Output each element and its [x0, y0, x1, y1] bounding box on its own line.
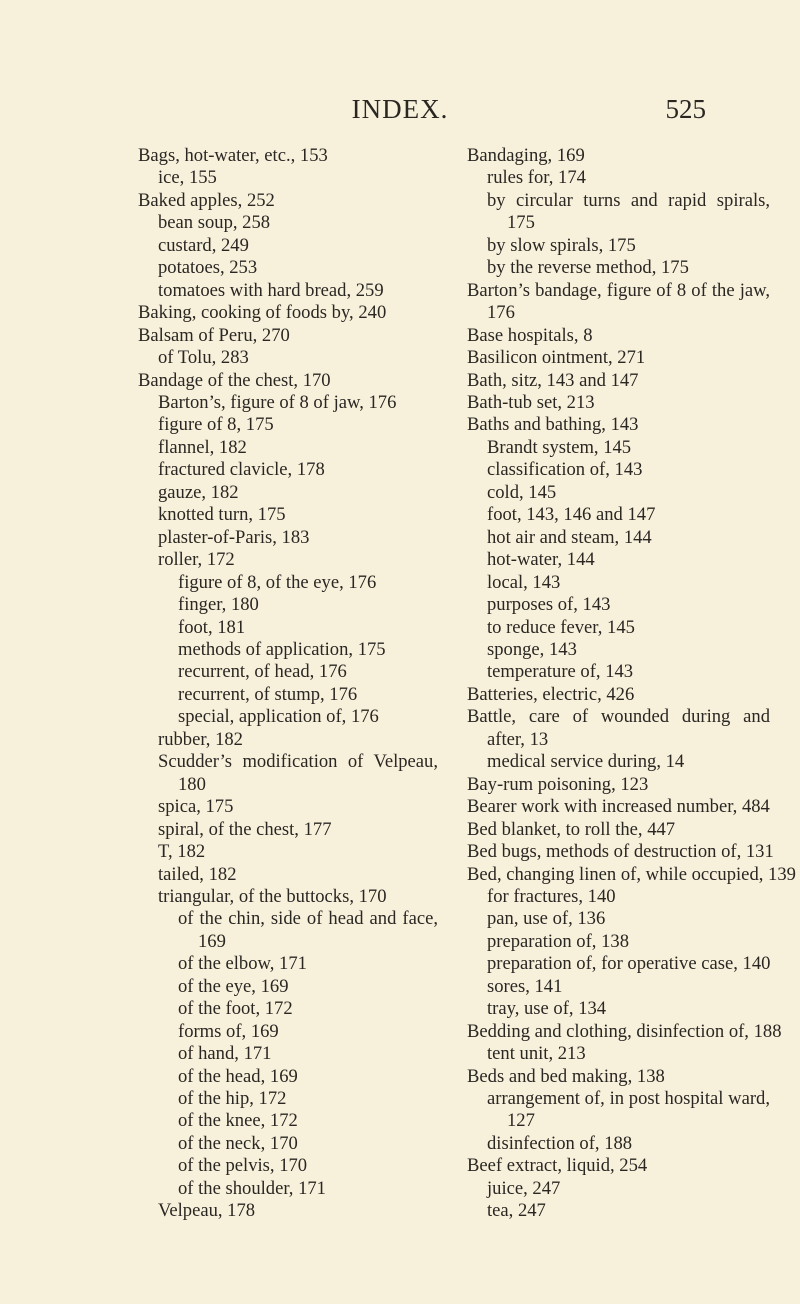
index-subentry: Velpeau, 178	[158, 1200, 256, 1222]
index-entry: Bath, sitz, 143 and 147	[467, 369, 639, 391]
page-header	[0, 94, 800, 134]
index-subentry: by the reverse method, 175	[487, 257, 689, 279]
index-entry: Bearer work with increased number, 484	[467, 796, 770, 818]
index-subentry: hot-water, 144	[487, 549, 595, 571]
index-entry: Bed bugs, methods of destruction of, 131	[467, 841, 774, 863]
index-subentry: of Tolu, 283	[158, 347, 249, 369]
index-subentry: figure of 8, of the eye, 176	[178, 571, 377, 593]
index-subentry: for fractures, 140	[487, 885, 616, 907]
index-entry: Basilicon ointment, 271	[467, 347, 646, 369]
index-subentry: temperature of, 143	[487, 661, 634, 683]
index-subentry: by slow spirals, 175	[487, 234, 636, 256]
index-entry: Baths and bathing, 143	[467, 414, 639, 436]
index-subentry: Brandt system, 145	[487, 436, 632, 458]
index-subentry: of the head, 169	[178, 1065, 298, 1087]
index-subentry: purposes of, 143	[487, 594, 611, 616]
running-head: INDEX.	[351, 94, 449, 124]
index-subentry: flannel, 182	[158, 436, 247, 458]
index-subentry: local, 143	[487, 571, 561, 593]
index-subentry: gauze, 182	[158, 481, 239, 503]
index-subentry: triangular, of the buttocks, 170	[158, 885, 387, 907]
index-entry: Bath-tub set, 213	[467, 391, 595, 413]
index-subentry: classification of, 143	[487, 459, 643, 481]
index-entry: Battle, care of wounded during and after, 13	[467, 706, 770, 750]
index-subentry: of the knee, 172	[178, 1110, 298, 1132]
index-entry: Barton’s bandage, figure of 8 of the jaw, 176	[467, 279, 770, 324]
index-entry: Base hospitals, 8	[467, 324, 593, 346]
index-subentry: sponge, 143	[487, 638, 577, 660]
index-column-right	[467, 145, 796, 1223]
index-subentry: medical service during, 14	[487, 751, 685, 773]
index-subentry: knotted turn, 175	[158, 504, 286, 526]
index-entry: Beef extract, liquid, 254	[467, 1155, 648, 1177]
index-subentry: special, application of, 176	[178, 706, 379, 728]
index-subentry: fractured clavicle, 178	[158, 459, 325, 481]
index-subentry: of hand, 171	[178, 1043, 272, 1065]
index-entry: Beds and bed making, 138	[467, 1065, 665, 1087]
index-subentry: by circular turns and rapid spirals, 175	[487, 189, 770, 234]
index-subentry: finger, 180	[178, 594, 259, 616]
index-subentry: of the eye, 169	[178, 975, 289, 997]
index-subentry: Barton’s, figure of 8 of jaw, 176	[158, 391, 397, 413]
index-subentry: rubber, 182	[158, 728, 243, 750]
index-entry: Bandage of the chest, 170	[138, 369, 331, 391]
index-entry: Bed, changing linen of, while occupied, 139	[467, 863, 796, 885]
index-subentry: plaster-of-Paris, 183	[158, 526, 310, 548]
index-entry: Baked apples, 252	[138, 189, 275, 211]
index-entry: Bed blanket, to roll the, 447	[467, 818, 676, 840]
index-subentry: of the neck, 170	[178, 1132, 298, 1154]
index-subentry: bean soup, 258	[158, 212, 271, 234]
index-subentry: recurrent, of head, 176	[178, 661, 347, 683]
index-subentry: Scudder’s modification of Velpeau, 180	[158, 751, 438, 795]
index-subentry: juice, 247	[487, 1177, 561, 1199]
index-subentry: hot air and steam, 144	[487, 526, 652, 548]
index-subentry: of the pelvis, 170	[178, 1155, 308, 1177]
index-subentry: methods of application, 175	[178, 638, 386, 660]
index-subentry: tea, 247	[487, 1200, 546, 1222]
index-subentry: foot, 143, 146 and 147	[487, 504, 656, 526]
index-subentry: of the hip, 172	[178, 1088, 287, 1110]
index-subentry: tent unit, 213	[487, 1043, 586, 1065]
index-column-left	[138, 145, 438, 1223]
index-entry: Batteries, electric, 426	[467, 683, 635, 705]
index-subentry: T, 182	[158, 841, 206, 863]
index-entry: Bay-rum poisoning, 123	[467, 773, 649, 795]
index-subentry: spica, 175	[158, 796, 234, 818]
index-subentry: figure of 8, 175	[158, 414, 274, 436]
index-subentry: tray, use of, 134	[487, 998, 607, 1020]
index-subentry: custard, 249	[158, 234, 249, 256]
index-subentry: of the elbow, 171	[178, 953, 307, 975]
index-subentry: of the foot, 172	[178, 998, 293, 1020]
index-subentry: ice, 155	[158, 167, 217, 189]
index-subentry: foot, 181	[178, 616, 246, 638]
index-subentry: potatoes, 253	[158, 257, 258, 279]
index-subentry: rules for, 174	[487, 167, 586, 189]
index-subentry: preparation of, 138	[487, 930, 629, 952]
index-subentry: to reduce fever, 145	[487, 616, 635, 638]
index-entry: Baking, cooking of foods by, 240	[138, 302, 387, 324]
index-subentry: cold, 145	[487, 481, 557, 503]
index-subentry: recurrent, of stump, 176	[178, 683, 358, 705]
index-subentry: forms of, 169	[178, 1020, 279, 1042]
index-subentry: arrangement of, in post hospital ward, 127	[487, 1088, 770, 1132]
index-entry: Bags, hot-water, etc., 153	[138, 145, 328, 166]
index-subentry: tailed, 182	[158, 863, 237, 885]
index-subentry: tomatoes with hard bread, 259	[158, 279, 384, 301]
index-subentry: disinfection of, 188	[487, 1132, 633, 1154]
index-subentry: of the chin, side of head and face, 169	[178, 908, 438, 952]
index-entry: Bedding and clothing, disinfection of, 188	[467, 1020, 782, 1042]
index-subentry: sores, 141	[487, 975, 563, 997]
index-subentry: preparation of, for operative case, 140	[487, 953, 771, 975]
index-subentry: spiral, of the chest, 177	[158, 818, 332, 840]
index-entry: Bandaging, 169	[467, 145, 585, 166]
index-entry: Balsam of Peru, 270	[138, 324, 290, 346]
index-subentry: roller, 172	[158, 549, 235, 571]
index-subentry: pan, use of, 136	[487, 908, 606, 930]
page-number: 525	[665, 94, 706, 124]
index-subentry: of the shoulder, 171	[178, 1177, 326, 1199]
